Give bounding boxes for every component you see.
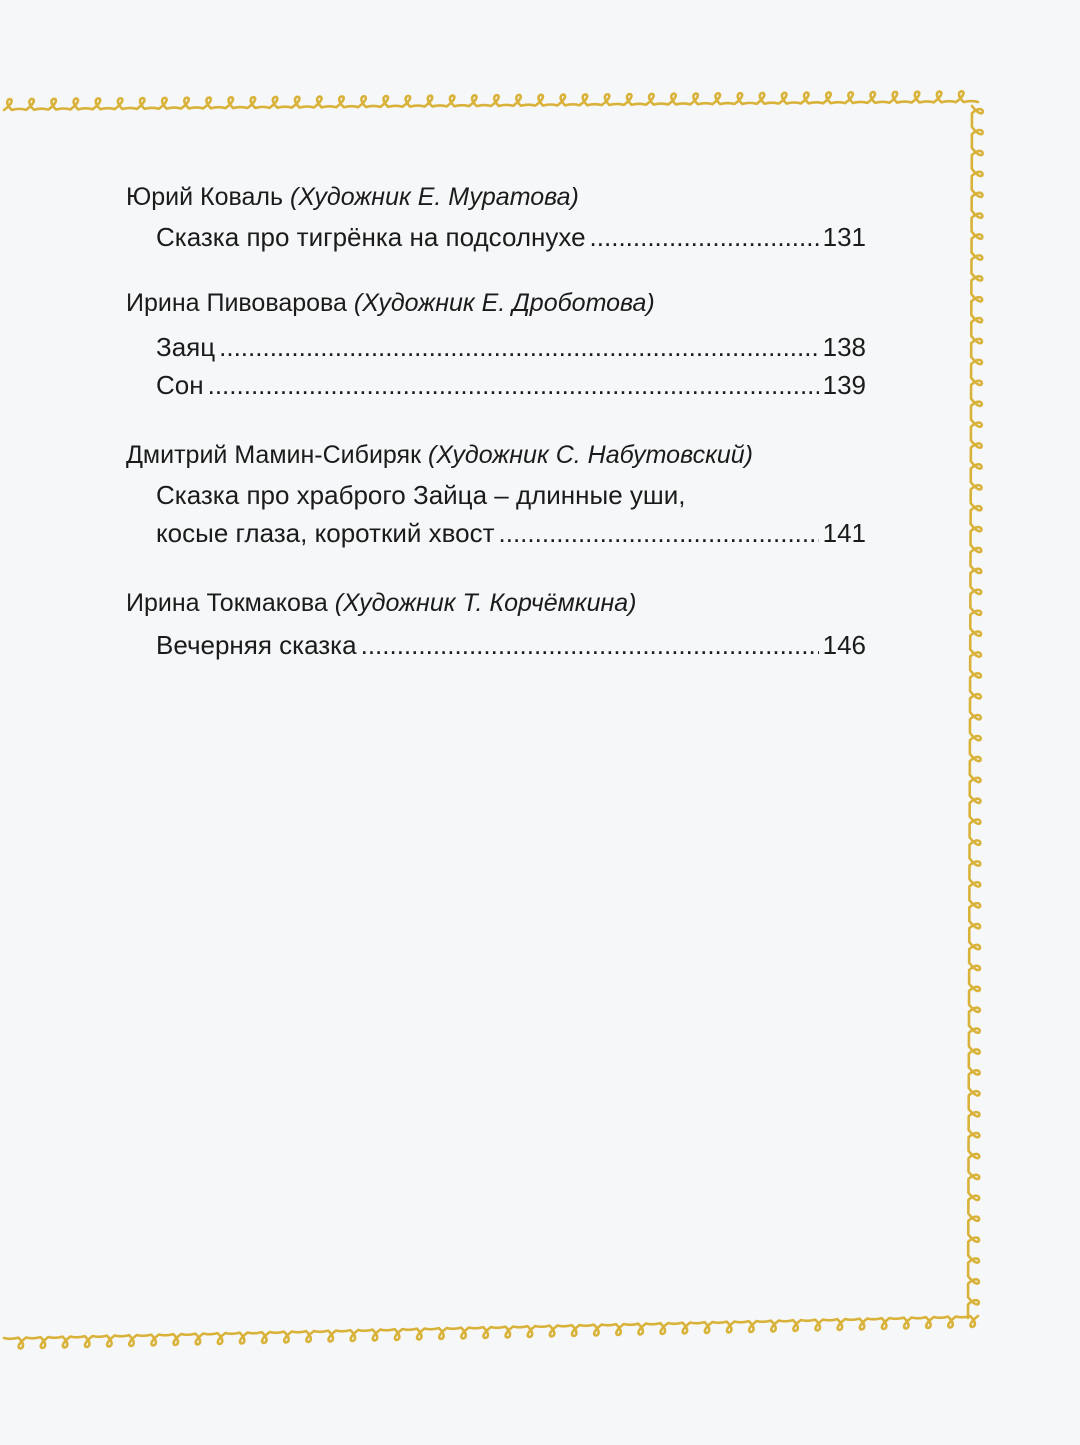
border-top [4,91,978,110]
toc-section-pivovarova [126,286,866,404]
loop-stroke [968,106,983,1318]
entry-title: Вечерняя сказка [156,630,357,660]
author-line [126,286,866,320]
border-right [968,106,983,1318]
dot-leader [208,366,819,404]
page-number: 138 [822,332,866,362]
toc-section-koval [126,180,866,256]
page-number: 139 [822,370,866,400]
entry-title: Сон [156,370,204,400]
toc-section-tokmakova [126,586,866,664]
page-number: 141 [822,518,866,548]
artist-credit: (Художник Е. Дроботова) [353,289,655,317]
entry-title: Сказка про тигрёнка на подсолнухе [156,222,586,252]
author-name: Ирина Пивоварова [126,289,347,317]
author-name: Дмитрий Мамин-Сибиряк [126,441,422,469]
toc-entry[interactable] [156,476,866,552]
border-bottom [4,1316,978,1348]
loop-stroke [4,1316,978,1348]
toc-entry[interactable] [156,218,866,256]
author-name: Ирина Токмакова [126,589,328,617]
artist-credit: (Художник Е. Муратова) [289,183,579,211]
dot-leader [499,514,819,552]
entry-title: косые глаза, короткий хвост [156,518,495,548]
author-name: Юрий Коваль [126,183,284,211]
dot-leader [590,218,819,256]
author-line [126,438,866,472]
author-line [126,180,866,214]
entry-title-line1: Сказка про храброго Зайца – длинные уши, [156,480,686,510]
loop-stroke [4,91,978,110]
table-of-contents [126,180,866,692]
page-number: 131 [822,222,866,252]
toc-entry[interactable] [156,626,866,664]
toc-section-mamin-sibiryak [126,438,866,552]
artist-credit: (Художник Т. Корчёмкина) [334,589,637,617]
page-number: 146 [822,630,866,660]
toc-entry[interactable] [156,328,866,366]
entry-title: Заяц [156,332,216,362]
dot-leader [219,328,818,366]
dot-leader [361,626,819,664]
toc-entry[interactable] [156,366,866,404]
author-line [126,586,866,620]
artist-credit: (Художник С. Набутовский) [427,441,754,469]
